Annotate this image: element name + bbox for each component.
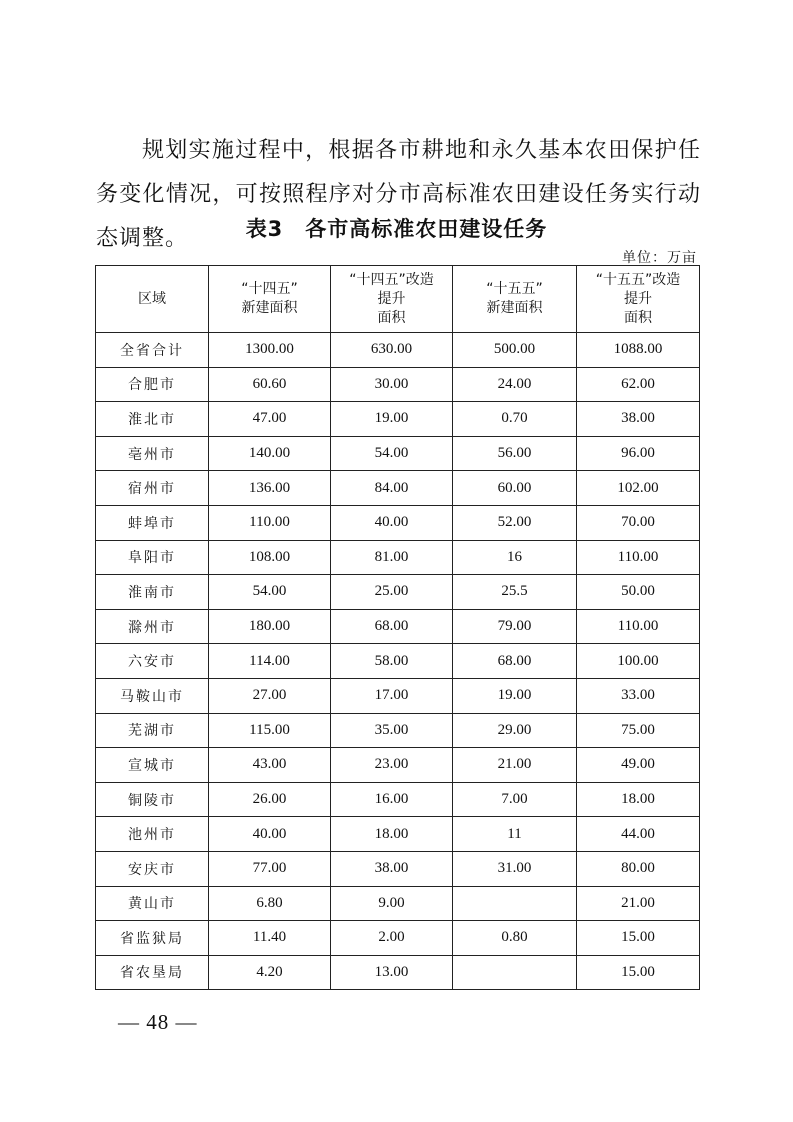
value-cell bbox=[453, 955, 577, 990]
region-cell: 合肥市 bbox=[96, 367, 209, 402]
table-body bbox=[96, 333, 700, 990]
table-row bbox=[96, 678, 700, 713]
value-cell: 60.00 bbox=[453, 471, 577, 506]
value-cell: 110.00 bbox=[577, 609, 700, 644]
table-row bbox=[96, 609, 700, 644]
value-cell: 11.40 bbox=[209, 921, 331, 956]
value-cell: 180.00 bbox=[209, 609, 331, 644]
region-cell: 滁州市 bbox=[96, 609, 209, 644]
region-cell: 安庆市 bbox=[96, 851, 209, 886]
value-cell: 25.00 bbox=[331, 575, 453, 610]
region-cell: 芜湖市 bbox=[96, 713, 209, 748]
header-line: 新建面积 bbox=[241, 300, 298, 316]
unit-label: 单位：万亩 bbox=[622, 250, 697, 266]
region-cell: 铜陵市 bbox=[96, 782, 209, 817]
value-cell: 23.00 bbox=[331, 748, 453, 783]
value-cell: 15.00 bbox=[577, 921, 700, 956]
value-cell: 15.00 bbox=[577, 955, 700, 990]
table-row bbox=[96, 782, 700, 817]
table-row bbox=[96, 402, 700, 437]
header-line: 区域 bbox=[138, 290, 166, 307]
header-cell bbox=[96, 266, 209, 333]
region-cell: 阜阳市 bbox=[96, 540, 209, 575]
value-cell: 2.00 bbox=[331, 921, 453, 956]
value-cell: 16 bbox=[453, 540, 577, 575]
value-cell: 13.00 bbox=[331, 955, 453, 990]
value-cell: 96.00 bbox=[577, 436, 700, 471]
region-cell: 全省合计 bbox=[96, 333, 209, 368]
header-cell bbox=[577, 266, 700, 333]
header-line: 提升 bbox=[377, 290, 406, 307]
value-cell: 0.70 bbox=[453, 402, 577, 437]
value-cell: 54.00 bbox=[209, 575, 331, 610]
value-cell: 31.00 bbox=[453, 851, 577, 886]
value-cell bbox=[453, 886, 577, 921]
value-cell: 102.00 bbox=[577, 471, 700, 506]
table-row bbox=[96, 817, 700, 852]
header-cell bbox=[331, 266, 453, 333]
header-line: “十五五” bbox=[486, 281, 543, 297]
header-line: 提升 bbox=[624, 290, 652, 307]
table-row bbox=[96, 471, 700, 506]
value-cell: 21.00 bbox=[453, 748, 577, 783]
value-cell: 58.00 bbox=[331, 644, 453, 679]
value-cell: 80.00 bbox=[577, 851, 700, 886]
table-row bbox=[96, 748, 700, 783]
table-row bbox=[96, 955, 700, 990]
page-number: — 48 — bbox=[118, 1010, 198, 1034]
header-line: “十五五”改造 bbox=[595, 271, 681, 288]
table-row bbox=[96, 851, 700, 886]
value-cell: 68.00 bbox=[331, 609, 453, 644]
value-cell: 26.00 bbox=[209, 782, 331, 817]
value-cell: 52.00 bbox=[453, 505, 577, 540]
region-cell: 淮北市 bbox=[96, 402, 209, 437]
table-row bbox=[96, 540, 700, 575]
value-cell: 1300.00 bbox=[209, 333, 331, 368]
region-cell: 六安市 bbox=[96, 644, 209, 679]
value-cell: 19.00 bbox=[453, 678, 577, 713]
region-cell: 省监狱局 bbox=[96, 921, 209, 956]
value-cell: 60.60 bbox=[209, 367, 331, 402]
table-title: 表3 各市高标准农田建设任务 bbox=[245, 217, 548, 241]
value-cell: 136.00 bbox=[209, 471, 331, 506]
body-paragraph: 规划实施过程中，根据各市耕地和永久基本农田保护任务变化情况，可按照程序对分市高标准农田建设任务实行动态调整。 bbox=[96, 138, 701, 251]
value-cell: 49.00 bbox=[577, 748, 700, 783]
value-cell: 27.00 bbox=[209, 678, 331, 713]
table-row bbox=[96, 921, 700, 956]
header-line: 新建面积 bbox=[486, 300, 543, 316]
value-cell: 500.00 bbox=[453, 333, 577, 368]
value-cell: 11 bbox=[453, 817, 577, 852]
value-cell: 33.00 bbox=[577, 678, 700, 713]
value-cell: 54.00 bbox=[331, 436, 453, 471]
value-cell: 40.00 bbox=[209, 817, 331, 852]
table-row bbox=[96, 886, 700, 921]
value-cell: 110.00 bbox=[209, 505, 331, 540]
value-cell: 108.00 bbox=[209, 540, 331, 575]
value-cell: 81.00 bbox=[331, 540, 453, 575]
value-cell: 140.00 bbox=[209, 436, 331, 471]
value-cell: 9.00 bbox=[331, 886, 453, 921]
value-cell: 16.00 bbox=[331, 782, 453, 817]
region-cell: 池州市 bbox=[96, 817, 209, 852]
table-row bbox=[96, 575, 700, 610]
value-cell: 25.5 bbox=[453, 575, 577, 610]
table-row bbox=[96, 713, 700, 748]
region-cell: 宿州市 bbox=[96, 471, 209, 506]
table-row bbox=[96, 436, 700, 471]
header-line: 面积 bbox=[624, 309, 652, 326]
value-cell: 43.00 bbox=[209, 748, 331, 783]
header-line: 面积 bbox=[377, 309, 406, 326]
value-cell: 62.00 bbox=[577, 367, 700, 402]
value-cell: 7.00 bbox=[453, 782, 577, 817]
region-cell: 宣城市 bbox=[96, 748, 209, 783]
value-cell: 47.00 bbox=[209, 402, 331, 437]
value-cell: 24.00 bbox=[453, 367, 577, 402]
value-cell: 30.00 bbox=[331, 367, 453, 402]
region-cell: 亳州市 bbox=[96, 436, 209, 471]
value-cell: 4.20 bbox=[209, 955, 331, 990]
value-cell: 38.00 bbox=[577, 402, 700, 437]
value-cell: 0.80 bbox=[453, 921, 577, 956]
value-cell: 84.00 bbox=[331, 471, 453, 506]
table-header-row bbox=[96, 266, 700, 333]
header-line: “十四五” bbox=[241, 281, 298, 297]
value-cell: 19.00 bbox=[331, 402, 453, 437]
value-cell: 17.00 bbox=[331, 678, 453, 713]
region-cell: 马鞍山市 bbox=[96, 678, 209, 713]
value-cell: 70.00 bbox=[577, 505, 700, 540]
value-cell: 75.00 bbox=[577, 713, 700, 748]
value-cell: 79.00 bbox=[453, 609, 577, 644]
table-row bbox=[96, 505, 700, 540]
header-cell bbox=[209, 266, 331, 333]
value-cell: 35.00 bbox=[331, 713, 453, 748]
value-cell: 6.80 bbox=[209, 886, 331, 921]
value-cell: 50.00 bbox=[577, 575, 700, 610]
value-cell: 44.00 bbox=[577, 817, 700, 852]
region-cell: 黄山市 bbox=[96, 886, 209, 921]
header-cell bbox=[453, 266, 577, 333]
value-cell: 1088.00 bbox=[577, 333, 700, 368]
value-cell: 40.00 bbox=[331, 505, 453, 540]
value-cell: 77.00 bbox=[209, 851, 331, 886]
value-cell: 29.00 bbox=[453, 713, 577, 748]
value-cell: 630.00 bbox=[331, 333, 453, 368]
value-cell: 18.00 bbox=[577, 782, 700, 817]
value-cell: 115.00 bbox=[209, 713, 331, 748]
region-cell: 蚌埠市 bbox=[96, 505, 209, 540]
table-row bbox=[96, 333, 700, 368]
table-row bbox=[96, 644, 700, 679]
header-line: “十四五”改造 bbox=[349, 271, 434, 288]
table-row bbox=[96, 367, 700, 402]
region-cell: 省农垦局 bbox=[96, 955, 209, 990]
value-cell: 21.00 bbox=[577, 886, 700, 921]
value-cell: 100.00 bbox=[577, 644, 700, 679]
value-cell: 114.00 bbox=[209, 644, 331, 679]
task-table bbox=[95, 265, 700, 990]
value-cell: 56.00 bbox=[453, 436, 577, 471]
value-cell: 38.00 bbox=[331, 851, 453, 886]
value-cell: 68.00 bbox=[453, 644, 577, 679]
region-cell: 淮南市 bbox=[96, 575, 209, 610]
value-cell: 110.00 bbox=[577, 540, 700, 575]
value-cell: 18.00 bbox=[331, 817, 453, 852]
